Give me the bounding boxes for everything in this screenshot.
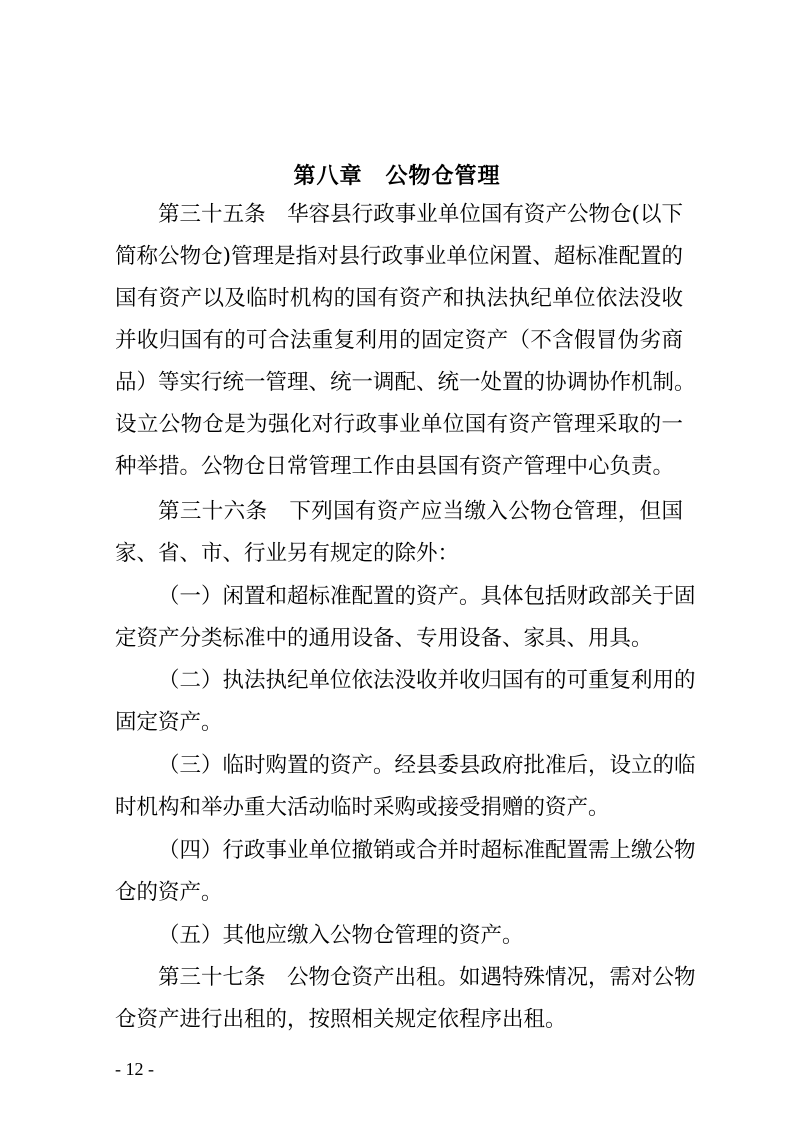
paragraph-line: （四）行政事业单位撤销或合并时超标准配置需上缴公物: [158, 838, 696, 863]
paragraph-line: 第三十七条 公物仓资产出租。如遇特殊情况，需对公物: [158, 965, 696, 990]
paragraph-line: （一）闲置和超标准配置的资产。具体包括财政部关于固: [158, 584, 696, 609]
paragraph-line: 定资产分类标准中的通用设备、专用设备、家具、用具。: [115, 626, 653, 651]
paragraph-line: 固定资产。: [115, 710, 223, 735]
paragraph-line: （五）其他应缴入公物仓管理的资产。: [158, 923, 524, 948]
paragraph-line: 种举措。公物仓日常管理工作由县国有资产管理中心负责。: [115, 454, 675, 479]
paragraph-line: （三）临时购置的资产。经县委县政府批准后，设立的临: [158, 753, 696, 778]
list-item-1: [115, 576, 696, 660]
paragraph-line: 简称公物仓)管理是指对县行政事业单位闲置、超标准配置的: [115, 244, 683, 269]
paragraph-line: 第三十五条 华容县行政事业单位国有资产公物仓(以下: [158, 202, 683, 227]
paragraph-line: 家、省、市、行业另有规定的除外：: [115, 541, 460, 566]
paragraph-line: 第三十六条 下列国有资产应当缴入公物仓管理，但国: [158, 499, 683, 524]
paragraph-line: 品）等实行统一管理、统一调配、统一处置的协调协作机制。: [115, 370, 696, 395]
paragraph-line: 时机构和举办重大活动临时采购或接受捐赠的资产。: [115, 795, 610, 820]
list-item-4: [115, 830, 696, 914]
paragraph-line: 设立公物仓是为强化对行政事业单位国有资产管理采取的一: [115, 412, 683, 437]
list-item-2: [115, 660, 696, 744]
paragraph-line: 仓的资产。: [115, 880, 223, 905]
paragraph-line: （二）执法执纪单位依法没收并收归国有的可重复利用的: [158, 668, 696, 693]
paragraph-line: 并收归国有的可合法重复利用的固定资产（不含假冒伪劣商: [115, 328, 683, 353]
page-number: - 12 -: [115, 1059, 154, 1079]
paragraph-line: 仓资产进行出租的，按照相关规定依程序出租。: [115, 1007, 567, 1032]
chapter-title: 第八章 公物仓管理: [293, 163, 501, 189]
list-item-5: [115, 915, 683, 957]
article-36-paragraph: [115, 491, 683, 575]
article-35-paragraph: [115, 194, 696, 488]
article-37-paragraph: [115, 957, 696, 1041]
paragraph-line: 国有资产以及临时机构的国有资产和执法执纪单位依法没收: [115, 286, 683, 311]
list-item-3: [115, 745, 696, 829]
